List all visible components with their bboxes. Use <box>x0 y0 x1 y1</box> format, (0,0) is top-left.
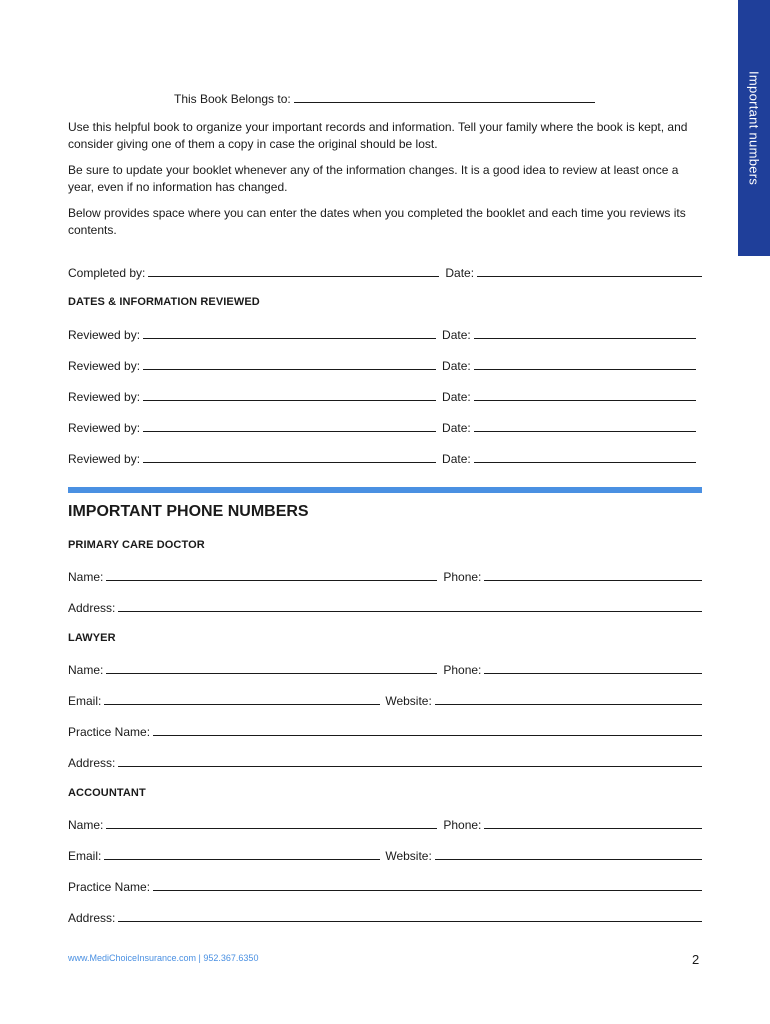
doctor-heading: PRIMARY CARE DOCTOR <box>68 539 205 551</box>
accountant-website-label: Website: <box>385 849 432 863</box>
lawyer-email-field[interactable] <box>104 704 380 705</box>
accountant-name-label: Name: <box>68 818 104 832</box>
reviewed-by-label: Reviewed by: <box>68 328 141 342</box>
completed-by-label: Completed by: <box>68 266 146 280</box>
lawyer-name-label: Name: <box>68 663 104 677</box>
section-side-tab <box>738 0 770 256</box>
reviewed-heading: DATES & INFORMATION REVIEWED <box>68 296 260 308</box>
lawyer-address-field[interactable] <box>118 766 702 767</box>
reviewed-by-label: Reviewed by: <box>68 390 141 404</box>
doctor-address-field[interactable] <box>118 611 702 612</box>
accountant-phone-label: Phone: <box>443 818 482 832</box>
accountant-practice-label: Practice Name: <box>68 880 151 894</box>
reviewed-by-field[interactable] <box>143 369 436 370</box>
doctor-phone-label: Phone: <box>443 570 482 584</box>
reviewed-date-label: Date: <box>442 452 471 466</box>
footer-contact-link[interactable]: www.MediChoiceInsurance.com | 952.367.6350 <box>68 953 259 963</box>
doctor-phone-field[interactable] <box>484 580 702 581</box>
lawyer-phone-label: Phone: <box>443 663 482 677</box>
accountant-name-row <box>68 816 702 832</box>
lawyer-website-field[interactable] <box>435 704 702 705</box>
reviewed-date-field[interactable] <box>474 462 696 463</box>
completed-by-field[interactable] <box>148 276 439 277</box>
belongs-to-row <box>174 90 595 106</box>
reviewed-by-label: Reviewed by: <box>68 359 141 373</box>
reviewed-row <box>68 419 696 435</box>
accountant-address-row <box>68 909 702 925</box>
completed-by-row <box>68 264 702 280</box>
reviewed-date-field[interactable] <box>474 400 696 401</box>
reviewed-date-label: Date: <box>442 421 471 435</box>
doctor-name-label: Name: <box>68 570 104 584</box>
lawyer-practice-label: Practice Name: <box>68 725 151 739</box>
reviewed-date-field[interactable] <box>474 369 696 370</box>
belongs-to-field[interactable] <box>294 102 595 103</box>
lawyer-name-field[interactable] <box>106 673 437 674</box>
accountant-practice-row <box>68 878 702 894</box>
lawyer-practice-row <box>68 723 702 739</box>
side-tab-label: Important numbers <box>746 70 762 186</box>
lawyer-phone-field[interactable] <box>484 673 702 674</box>
intro-paragraph-2: Be sure to update your booklet whenever any of the information changes. It is a good idea to review at least once a year, even if no information has changed. <box>68 163 679 194</box>
reviewed-date-label: Date: <box>442 328 471 342</box>
accountant-practice-field[interactable] <box>153 890 702 891</box>
doctor-name-row <box>68 568 702 584</box>
belongs-to-label: This Book Belongs to: <box>174 92 291 106</box>
accountant-email-label: Email: <box>68 849 102 863</box>
completed-date-field[interactable] <box>477 276 702 277</box>
lawyer-email-row <box>68 692 702 708</box>
lawyer-website-label: Website: <box>385 694 432 708</box>
reviewed-by-label: Reviewed by: <box>68 452 141 466</box>
reviewed-by-field[interactable] <box>143 338 436 339</box>
reviewed-date-field[interactable] <box>474 338 696 339</box>
doctor-name-field[interactable] <box>106 580 437 581</box>
reviewed-row <box>68 357 696 373</box>
doctor-address-row <box>68 599 702 615</box>
lawyer-address-label: Address: <box>68 756 116 770</box>
accountant-phone-field[interactable] <box>484 828 702 829</box>
phone-numbers-title: IMPORTANT PHONE NUMBERS <box>68 503 309 520</box>
intro-paragraph-3: Below provides space where you can enter the dates when you completed the booklet and each time you reviews its contents. <box>68 206 686 237</box>
accountant-name-field[interactable] <box>106 828 437 829</box>
lawyer-practice-field[interactable] <box>153 735 702 736</box>
reviewed-date-label: Date: <box>442 390 471 404</box>
section-divider <box>68 487 702 493</box>
reviewed-by-label: Reviewed by: <box>68 421 141 435</box>
reviewed-row <box>68 388 696 404</box>
accountant-heading: ACCOUNTANT <box>68 787 146 799</box>
accountant-address-label: Address: <box>68 911 116 925</box>
lawyer-name-row <box>68 661 702 677</box>
intro-paragraph-1: Use this helpful book to organize your important records and information. Tell your family where the book is kept, and consider giving one of them a copy in case the original should be lost. <box>68 120 688 151</box>
completed-date-label: Date: <box>445 266 475 280</box>
accountant-address-field[interactable] <box>118 921 702 922</box>
doctor-address-label: Address: <box>68 601 116 615</box>
reviewed-by-field[interactable] <box>143 431 436 432</box>
reviewed-by-field[interactable] <box>143 462 436 463</box>
reviewed-date-field[interactable] <box>474 431 696 432</box>
page-number: 2 <box>692 952 700 967</box>
reviewed-row <box>68 450 696 466</box>
accountant-website-field[interactable] <box>435 859 702 860</box>
lawyer-address-row <box>68 754 702 770</box>
lawyer-heading: LAWYER <box>68 632 116 644</box>
lawyer-email-label: Email: <box>68 694 102 708</box>
reviewed-by-field[interactable] <box>143 400 436 401</box>
reviewed-row <box>68 326 696 342</box>
reviewed-date-label: Date: <box>442 359 471 373</box>
accountant-email-field[interactable] <box>104 859 380 860</box>
accountant-email-row <box>68 847 702 863</box>
